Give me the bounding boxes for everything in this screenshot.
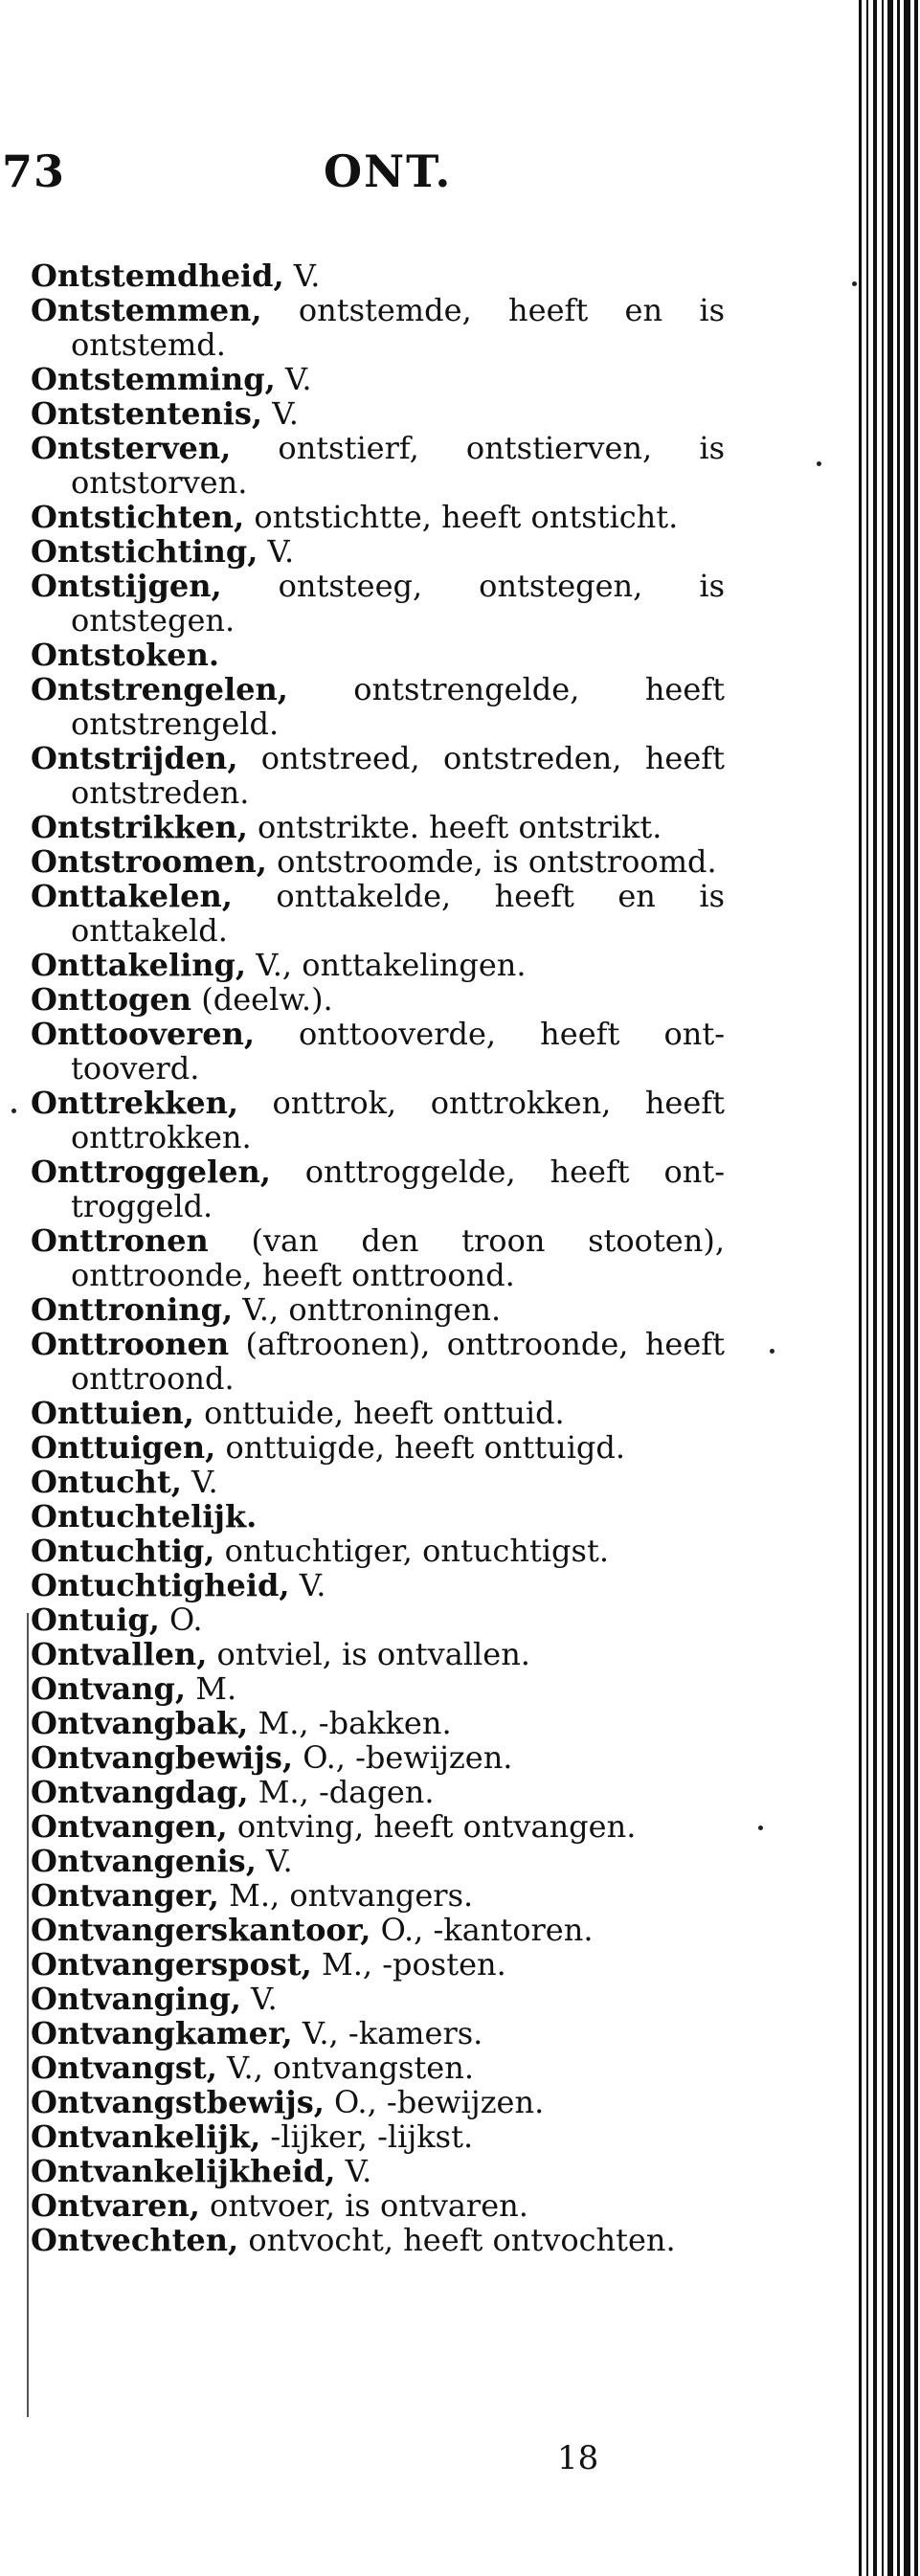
dictionary-entry — [31, 1671, 725, 1706]
speck — [852, 281, 857, 286]
entry-headword: Ontvangerspost, — [31, 1946, 312, 1982]
entry-definition: ontstemde, heeft en is ontstemd. — [71, 292, 725, 363]
entry-definition: ontvoer, is ontvaren. — [199, 2187, 528, 2224]
entry-definition: V. — [240, 1981, 278, 2017]
entry-headword: Ontvangdag, — [31, 1774, 249, 1810]
entry-headword: Ontvangst, — [31, 2050, 217, 2086]
entry-definition: M., -bakken. — [248, 1705, 452, 1741]
speck — [770, 1349, 774, 1354]
page-number: 18 — [557, 2439, 599, 2477]
dictionary-entry — [31, 1568, 725, 1602]
dictionary-entry — [31, 1982, 725, 2016]
dictionary-entry — [31, 2050, 725, 2085]
entry-headword: Ontvangerskantoor, — [31, 1912, 371, 1948]
entry-definition: onttakelde, heeft en is onttakeld. — [71, 878, 725, 949]
entry-definition: V., onttroningen. — [233, 1291, 502, 1328]
entry-headword: Onttroonen — [31, 1326, 230, 1362]
entry-headword: Ontstentenis, — [31, 395, 263, 432]
entry-headword: Ontvankelijkheid, — [31, 2153, 336, 2189]
entry-definition: ontstreed, ontstreden, heeft ontstreden. — [71, 740, 725, 811]
entry-headword: Onttuigen, — [31, 1429, 216, 1466]
entry-definition: ontstierf, ontstierven, is ontstorven. — [71, 430, 725, 501]
entry-definition: onttroggelde, heeft onttroggeld. — [71, 1154, 725, 1224]
entry-headword: Ontucht, — [31, 1464, 182, 1500]
speck — [817, 461, 821, 466]
entry-headword: Ontstrikken, — [31, 809, 248, 845]
entry-headword: Ontvallen, — [31, 1636, 208, 1672]
entry-headword: Ontstroomen, — [31, 843, 267, 880]
entry-definition: V. — [258, 533, 295, 570]
entry-headword: Onttrekken, — [31, 1085, 239, 1121]
dictionary-entry — [31, 396, 725, 431]
entry-definition: -lijker, -lijkst. — [260, 2118, 474, 2155]
entry-headword: Ontvangbak, — [31, 1705, 249, 1741]
dictionary-entry — [31, 293, 725, 362]
entry-headword: Ontstrijden, — [31, 740, 238, 776]
dictionary-entry — [31, 948, 725, 982]
entry-headword: Ontvechten, — [31, 2222, 239, 2258]
dictionary-entry — [31, 1706, 725, 1740]
dictionary-entry — [31, 500, 725, 534]
entry-headword: Ontstemdheid, — [31, 258, 284, 294]
dictionary-entry — [31, 1430, 725, 1465]
entry-headword: Ontvankelijk, — [31, 2118, 261, 2155]
entry-definition: O. — [159, 1602, 203, 1638]
entry-headword: Ontsterven, — [31, 430, 232, 466]
dictionary-entry — [31, 1223, 725, 1292]
entry-headword: Ontvangenis, — [31, 1843, 257, 1879]
dictionary-entry — [31, 1017, 725, 1086]
entry-definition: V. — [275, 361, 312, 397]
entry-headword: Ontvangstbewijs, — [31, 2084, 325, 2120]
dictionary-entry — [31, 1327, 725, 1396]
entry-headword: Ontvanger, — [31, 1877, 219, 1914]
dictionary-entry — [31, 1775, 725, 1809]
dictionary-entry — [31, 1086, 725, 1154]
entry-headword: Ontstemmen, — [31, 292, 262, 328]
entry-headword: Ontvangen, — [31, 1808, 228, 1845]
entry-definition: M., -dagen. — [248, 1774, 435, 1810]
margin-rule — [27, 1613, 29, 2417]
entry-definition: M., ontvangers. — [218, 1877, 474, 1914]
entry-definition: O., -kantoren. — [370, 1912, 594, 1948]
dictionary-entry — [31, 2119, 725, 2154]
entry-definition: (deelw.). — [191, 981, 333, 1018]
entry-definition: ontuchtiger, ontuchtigst. — [214, 1533, 609, 1569]
entry-headword: Ontuchtig, — [31, 1533, 215, 1569]
dictionary-entry — [31, 534, 725, 569]
entry-definition: onttuide, heeft onttuid. — [193, 1395, 565, 1431]
binding-edge-line — [866, 0, 868, 2576]
entry-headword: Ontuig, — [31, 1602, 160, 1638]
entry-headword: Onttakeling, — [31, 947, 247, 983]
binding-edge-line — [904, 0, 910, 2576]
entry-headword: Ontvangkamer, — [31, 2015, 293, 2051]
speck — [11, 1109, 16, 1113]
dictionary-entry — [31, 2085, 725, 2119]
entry-definition: V. — [283, 258, 321, 294]
dictionary-entry — [31, 1465, 725, 1499]
dictionary-entry — [31, 879, 725, 948]
binding-edge-line — [887, 0, 893, 2576]
dictionary-entry — [31, 982, 725, 1017]
dictionary-entry — [31, 1637, 725, 1671]
binding-edge-line — [897, 0, 900, 2576]
entry-definition: M. — [186, 1670, 237, 1707]
dictionary-entry — [31, 638, 725, 672]
entry-headword: Ontuchtelijk. — [31, 1498, 258, 1534]
entry-headword: Onttakelen, — [31, 878, 233, 914]
binding-edge-line — [859, 0, 862, 2576]
dictionary-entry — [31, 1809, 725, 1844]
entry-definition: (van den troon stooten), onttroonde, heeft onttroond. — [71, 1222, 725, 1293]
entry-definition: ontving, heeft ontvangen. — [227, 1808, 637, 1845]
dictionary-entry — [31, 1844, 725, 1878]
entry-headword: Ontuchtigheid, — [31, 1567, 290, 1603]
entry-definition: (aftroonen), onttroonde, heeft onttroond. — [71, 1326, 725, 1397]
entry-headword: Ontstemming, — [31, 361, 276, 397]
entry-definition: V., ontvangsten. — [216, 2050, 475, 2086]
dictionary-entry — [31, 258, 725, 293]
entry-definition: V. — [256, 1843, 293, 1879]
dictionary-entry — [31, 362, 725, 396]
dictionary-entry — [31, 1602, 725, 1637]
entry-definition: V. — [181, 1464, 218, 1500]
dictionary-entry — [31, 1878, 725, 1913]
binding-edge-line — [882, 0, 884, 2576]
entry-headword: Ontstrengelen, — [31, 671, 288, 707]
dictionary-entry — [31, 1499, 725, 1534]
entry-headword: Ontvangbewijs, — [31, 1739, 294, 1776]
entry-headword: Ontstichten, — [31, 499, 245, 535]
entry-definition: V., -kamers. — [292, 2015, 483, 2051]
entry-definition: onttrok, onttrokken, heeft onttrokken. — [71, 1085, 725, 1155]
entry-definition: ontvocht, heeft ontvochten. — [238, 2222, 676, 2258]
dictionary-entry — [31, 1913, 725, 1947]
entry-definition: ontviel, is ontvallen. — [207, 1636, 530, 1672]
entry-definition: V., onttakelingen. — [246, 947, 527, 983]
entry-definition: ontstrikte. heeft ontstrikt. — [247, 809, 662, 845]
dictionary-entry — [31, 844, 725, 879]
entry-headword: Ontstoken. — [31, 637, 219, 673]
entry-headword: Onttroggelen, — [31, 1154, 271, 1190]
speck — [758, 1826, 763, 1830]
entry-list — [31, 258, 725, 2257]
entry-definition: V. — [289, 1567, 326, 1603]
dictionary-entry — [31, 2154, 725, 2188]
section-heading: ONT. — [324, 146, 453, 197]
binding-edge-line — [914, 0, 918, 2576]
entry-definition: ontsteeg, ontstegen, is ontstegen. — [71, 568, 725, 638]
dictionary-entry — [31, 431, 725, 500]
entry-headword: Ontvanging, — [31, 1981, 241, 2017]
entry-headword: Onttroning, — [31, 1291, 234, 1328]
entry-headword: Ontvang, — [31, 1670, 187, 1707]
dictionary-entry — [31, 1396, 725, 1430]
entry-definition: O., -bewijzen. — [324, 2084, 545, 2120]
dictionary-entry — [31, 1292, 725, 1327]
dictionary-entry — [31, 1534, 725, 1568]
entry-headword: Ontstichting, — [31, 533, 258, 570]
entry-headword: Onttogen — [31, 981, 192, 1018]
entry-definition: M., -posten. — [311, 1946, 506, 1982]
dictionary-entry — [31, 1947, 725, 1982]
dictionary-entry — [31, 1740, 725, 1775]
entry-definition: O., -bewijzen. — [293, 1739, 513, 1776]
entry-definition: ontstrengelde, heeft ontstrengeld. — [71, 671, 725, 742]
entry-definition: ontstroomde, is ontstroomd. — [266, 843, 717, 880]
dictionary-entry — [31, 2223, 725, 2257]
page-reference: 73 — [2, 146, 66, 197]
entry-headword: Ontstijgen, — [31, 568, 222, 604]
entry-definition: onttooverde, heeft onttooverd. — [71, 1016, 725, 1086]
entry-headword: Onttronen — [31, 1222, 209, 1259]
dictionary-entry — [31, 741, 725, 810]
entry-definition: V. — [262, 395, 299, 432]
dictionary-entry — [31, 810, 725, 844]
entry-headword: Onttuien, — [31, 1395, 194, 1431]
entry-definition: ontstichtte, heeft ontsticht. — [244, 499, 679, 535]
dictionary-entry — [31, 672, 725, 741]
dictionary-entry — [31, 569, 725, 638]
dictionary-entry — [31, 2188, 725, 2223]
binding-edge-line — [873, 0, 877, 2576]
entry-definition: onttuigde, heeft onttuigd. — [215, 1429, 626, 1466]
dictionary-entry — [31, 1154, 725, 1223]
dictionary-entry — [31, 2016, 725, 2050]
entry-definition: V. — [335, 2153, 372, 2189]
entry-headword: Onttooveren, — [31, 1016, 255, 1052]
entry-headword: Ontvaren, — [31, 2187, 200, 2224]
